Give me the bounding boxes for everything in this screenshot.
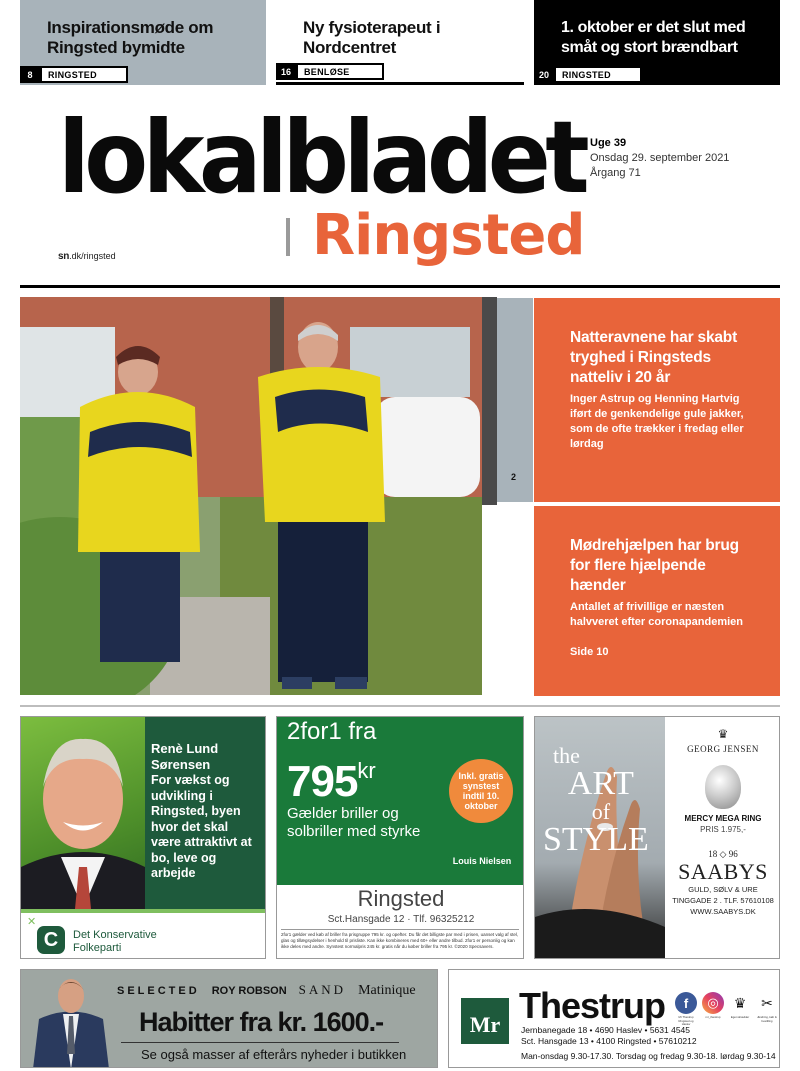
site-url[interactable] (58, 251, 116, 262)
brand-roy-robson: ROY ROBSON (211, 985, 287, 997)
store-city: Ringsted (357, 886, 445, 911)
teaser-card[interactable] (534, 0, 780, 85)
teaser-title: 1. oktober er det slut med småt og stort brændbart (561, 19, 746, 56)
thestrup-addresses (521, 1025, 697, 1047)
service-caption: Ændring, køb & bestilling (757, 1015, 777, 1023)
photo-page-marker: 2 (511, 472, 517, 482)
party-logo-cross-icon: ✕ (27, 916, 37, 928)
hero-photo-illustration (20, 297, 482, 695)
logo-divider (286, 218, 290, 256)
store-address: Sct.Hansgade 12 · Tlf. 96325212 (327, 914, 475, 925)
service-item (756, 992, 778, 1027)
product-price: PRIS 1.975,- (700, 825, 746, 834)
candidate-text-panel (145, 717, 265, 909)
brand-sand: SAND (298, 982, 347, 997)
price-currency: kr (357, 758, 376, 783)
teaser-card[interactable] (20, 0, 266, 85)
mr-logo: Mr (461, 998, 509, 1044)
promo-badge (449, 759, 513, 823)
teaser-section: RINGSTED (40, 66, 128, 83)
promo-price (287, 747, 376, 806)
habitter-headline: Habitter fra kr. 1600.- (139, 1007, 384, 1037)
habitter-subline: Se også masser af efterårs nyheder i butikken (141, 1047, 407, 1062)
social-caption: mr_thestrup (705, 1015, 721, 1019)
crown-icon: ♛ (717, 727, 729, 741)
hands-photo (535, 717, 665, 959)
campaign-word-style: STYLE (543, 821, 649, 858)
saabys-address: TINGGADE 2 . TLF. 57610108 (672, 896, 774, 905)
section-divider (20, 705, 780, 707)
site-brand: sn (58, 251, 70, 262)
candidate-name: Renè Lund Sørensen (151, 741, 219, 772)
hero-photo[interactable] (20, 297, 482, 695)
habitter-divider (121, 1042, 399, 1043)
fine-print: 2for1 gælder ved køb af briller fra prisgruppe 795 kr. og opefter. Du får det billigste par med i prisen, uanset valg af stel, glas og tillægsydelser i henhold til prisliste. Kan ikke kombineres med 60+ eller andre tilbud. 2for1 er personlig og kan ikke deles med andre. Synstest normalpris 245 kr. gratis når du køber briller fra 795 kr. ©2020 Specsavers. (281, 929, 519, 950)
promo-line: 2for1 fra (287, 718, 377, 745)
issue-volume: Årgang 71 (590, 167, 641, 179)
price-value: 795 (287, 757, 358, 806)
story-summary: Antallet af frivillige er næsten halvveret efter coronapandemien (570, 601, 744, 628)
promo-body: Gælder briller og solbriller med styrke (287, 805, 421, 840)
teaser-card[interactable] (276, 0, 524, 85)
teaser-page-number: 16 (276, 63, 296, 80)
teaser-tag (276, 63, 384, 80)
brand-selected: SELECTED (117, 985, 200, 997)
opening-hours: Man-onsdag 9.30-17.30. Torsdag og fredag 9.30-18. lørdag 9.30-14 (521, 1051, 776, 1061)
ring-image (705, 765, 741, 809)
saabys-tagline: GULD, SØLV & URE (688, 885, 758, 894)
candidate-photo (21, 717, 145, 909)
party-logo-icon: C (37, 926, 65, 954)
story-headline: Mødrehjælpen har brug for flere hjælpende hænder (570, 537, 739, 594)
ad-saabys[interactable] (534, 716, 780, 959)
party-name: Det Konservative Folkeparti (73, 929, 157, 954)
issue-info (590, 136, 729, 181)
masthead-rule (20, 285, 780, 288)
party-logo (27, 917, 67, 955)
issue-date: Onsdag 29. september 2021 (590, 152, 730, 164)
facebook-icon: f (675, 992, 697, 1014)
instagram-icon: ◎ (702, 992, 724, 1014)
teaser-section: RINGSTED (554, 66, 642, 83)
issue-week: Uge 39 (590, 137, 627, 149)
candidate-slogan: For vækst og udvikling i Ringsted, byen hvor det skal være attraktivt at bo, leve og arbejde (151, 773, 252, 880)
brand-matinique: Matinique (358, 983, 416, 998)
year-right: 96 (728, 849, 738, 859)
green-stripe (21, 909, 265, 913)
model-illustration (29, 974, 113, 1068)
hero-side-strip (497, 298, 533, 502)
teaser-page-number: 8 (20, 66, 40, 83)
teaser-tag (534, 66, 642, 83)
teaser-title: Ny fysioterapeut i Nordcentret (303, 18, 441, 57)
ad-habitter[interactable] (20, 969, 438, 1068)
site-path: .dk/ringsted (69, 251, 116, 261)
social-item[interactable] (702, 992, 724, 1027)
story-summary: Inger Astrup og Henning Hartvig iført de genkendelige gule jakker, som de ofte trækker i fredag eller lørdag (570, 393, 744, 450)
product-name: MERCY MEGA RING (684, 814, 762, 823)
address-haslev: Jernbanegade 18 • 4690 Haslev • 5631 4545 (521, 1025, 690, 1035)
service-caption: Eget skrædder (730, 1015, 750, 1019)
social-caption: Mr Thestrup Ringsted og Haslev (678, 1015, 694, 1026)
saabys-website[interactable]: WWW.SAABYS.DK (690, 907, 756, 916)
secondary-story[interactable] (534, 506, 780, 696)
brand-row (117, 982, 416, 999)
badge-text: Inkl. gratis synstest indtil 10. oktober (458, 771, 504, 811)
story-page-ref: Side 10 (570, 646, 609, 658)
service-item (729, 992, 751, 1027)
georg-jensen-logo: GEORG JENSEN (687, 744, 759, 754)
edition-name: Ringsted (312, 203, 585, 268)
brand-logo: Louis Nielsen (448, 849, 516, 873)
tailoring-icon: ✂ (756, 992, 778, 1014)
thestrup-name: Thestrup (519, 985, 666, 1026)
diamond-icon: ◇ (719, 849, 727, 859)
lead-story[interactable] (534, 298, 780, 502)
year-left: 18 (708, 849, 718, 859)
social-item[interactable] (675, 992, 697, 1027)
campaign-word-art: ART (567, 765, 634, 802)
campaign-title (543, 743, 649, 858)
address-ringsted: Sct. Hansgade 13 • 4100 Ringsted • 57610212 (521, 1036, 697, 1046)
ad-thestrup[interactable] (448, 969, 780, 1068)
campaign-word-the: the (553, 743, 580, 768)
ad-konservative[interactable] (20, 716, 266, 959)
saabys-info-panel (665, 717, 780, 959)
pincushion-icon: ♛ (729, 992, 751, 1014)
teaser-page-number: 20 (534, 66, 554, 83)
ad-louis-nielsen[interactable] (276, 716, 524, 959)
candidate-portrait-illustration (21, 717, 145, 909)
teaser-title: Inspirationsmøde om Ringsted bymidte (47, 18, 214, 57)
campaign-word-of: of (591, 799, 611, 824)
hero-photo-pole (482, 297, 497, 505)
teaser-tag (20, 66, 128, 83)
social-icons (675, 992, 778, 1027)
teaser-section: BENLØSE (296, 63, 384, 80)
saabys-logo: SAABYS (678, 859, 768, 884)
newspaper-logo: lokalbladet (58, 99, 585, 216)
story-headline: Natteravnene har skabt tryghed i Ringsteds natteliv i 20 år (570, 329, 738, 386)
promo-panel (277, 717, 524, 885)
